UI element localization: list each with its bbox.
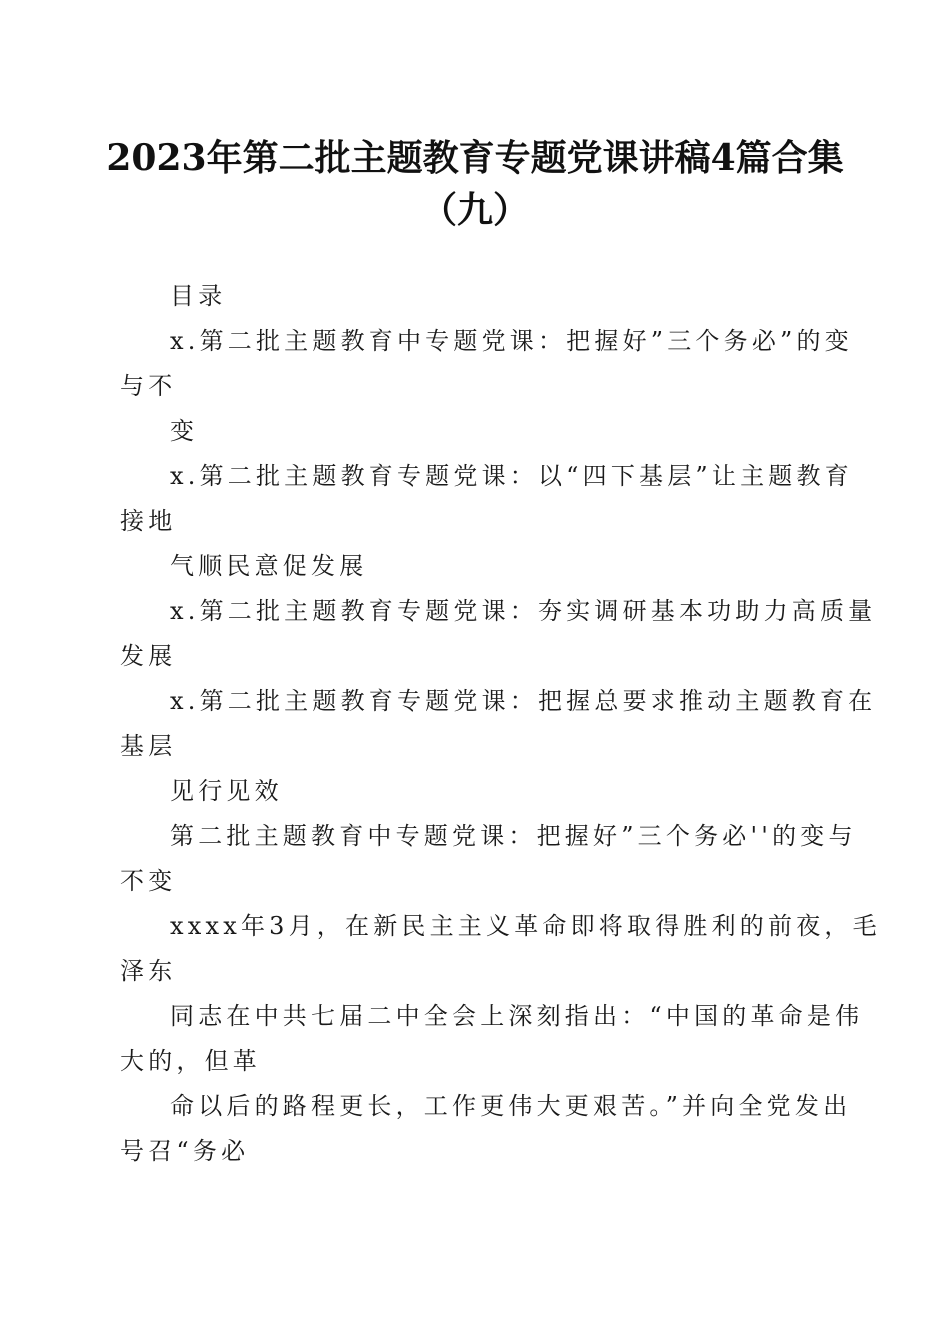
toc-item-3-cont: 发展	[120, 642, 177, 670]
toc-item-3: x.第二批主题教育专题党课：夯实调研基本功助力高质量	[170, 597, 877, 625]
toc-item-1: x.第二批主题教育中专题党课：把握好”三个务必”的变	[170, 327, 853, 355]
toc-item-1-cont-2: 变	[170, 417, 199, 445]
paragraph-line: 命以后的路程更长，工作更伟大更艰苦。”并向全党发出	[170, 1092, 852, 1120]
toc-item-4: x.第二批主题教育专题党课：把握总要求推动主题教育在	[170, 687, 877, 715]
section-heading-cont: 不变	[120, 867, 177, 895]
toc-item-4-cont-2: 见行见效	[170, 777, 283, 805]
paragraph-line: xxxx年3月，在新民主主义革命即将取得胜利的前夜，毛	[170, 912, 881, 940]
document-title	[100, 132, 850, 236]
section-heading: 第二批主题教育中专题党课：把握好”三个务必''的变与	[170, 822, 857, 850]
paragraph-line: 泽东	[120, 957, 177, 985]
paragraph-line: 大的，但革	[120, 1047, 261, 1075]
toc-item-2-cont-2: 气顺民意促发展	[170, 552, 368, 580]
toc-item-2-cont: 接地	[120, 507, 177, 535]
paragraph-line: 同志在中共七届二中全会上深刻指出：“中国的革命是伟	[170, 1002, 864, 1030]
toc-item-4-cont: 基层	[120, 732, 177, 760]
title-line-1: 2023年第二批主题教育专题党课讲稿4篇合集	[106, 137, 844, 179]
toc-heading: 目录	[170, 282, 227, 310]
toc-item-2: x.第二批主题教育专题党课：以“四下基层”让主题教育	[170, 462, 853, 490]
document-body	[120, 274, 881, 1174]
toc-item-1-cont: 与不	[120, 372, 177, 400]
title-line-2: （九）	[420, 189, 529, 231]
paragraph-line: 号召“务必	[120, 1137, 250, 1165]
